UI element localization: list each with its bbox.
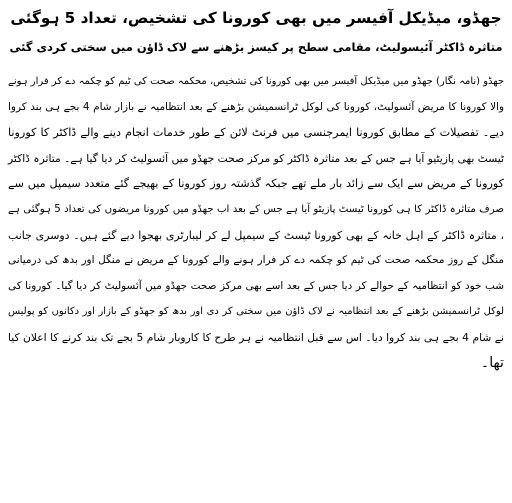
article-body-line: منگل کے روز محکمہ صحت کی ٹیم کو چکمہ دے کر فرار ہونے والے کورونا کے مریض نے منگل اور بدھ کی درمیانی bbox=[8, 254, 504, 267]
article-body-line: والا کورونا کا مریض آئسولیٹ، کورونا کی لوکل ٹرانسمیشن بڑھنے کے بعد انتظامیہ نے بازار شام 4 بجے ہی بند کروا bbox=[8, 100, 505, 113]
article-body bbox=[8, 69, 504, 376]
article-body-line: تھا۔ bbox=[480, 354, 504, 371]
article-body-line: لوکل ٹرانسمیشن بڑھنے کے بعد انتظامیہ نے لاک ڈاؤن میں سختی کر دی اور بدھ کو جھڈو کے بازار اور دکانوں کو پولیس bbox=[8, 306, 504, 318]
article-body-line: کورونا کے مریض سے ایک سے زائد بار ملے تھے جبکہ گذشتہ روز کورونا کے بھیجے گئے متعدد سیمپل میں سے bbox=[8, 177, 504, 191]
article-body-line: دیے۔ تفصیلات کے مطابق کورونا ایمرجنسی میں فرنٹ لائن کے طور خدمات انجام دینے والے ڈاکٹر کا کورونا bbox=[8, 126, 504, 140]
article-body-line: ٹیسٹ بھی پازیٹیو آیا ہے جس کے بعد متاثرہ ڈاکٹر کو مرکز صحت جھڈو میں آئسولیٹ کر دیا گیا ہے۔ متاثرہ ڈاکٹر bbox=[8, 151, 504, 165]
article-subheadline: متاثرہ ڈاکٹر آئیسولیٹ، مقامی سطح پر کیسز بڑھنے سے لاک ڈاؤن میں سختی کردی گئی bbox=[9, 40, 503, 54]
article-headline: جھڈو، میڈیکل آفیسر میں بھی کورونا کی تشخیص، تعداد 5 ہوگئی bbox=[10, 9, 502, 27]
article-body-line: صرف متاثرہ ڈاکٹر کا ہی کورونا ٹیسٹ پازیٹو آیا ہے جس کے بعد اب جھڈو میں کورونا مریضوں کی تعداد 5 ہوگئی ہے bbox=[8, 203, 504, 215]
article-body-line: ، متاثرہ ڈاکٹر کے اہل خانہ کے بھی کورونا ٹیسٹ کے سیمپل لے کر لیبارٹری بھجوا دیے گئے ہیں۔ دوسری جانب bbox=[8, 228, 504, 242]
article-body-line: شب خود کو انتظامیہ کے حوالے کر دیا جس کے بعد اسے بھی مرکز صحت جھڈو میں آئسولیٹ کر دیا گیا۔ کورونا کی bbox=[8, 279, 504, 292]
article-body-line: جھڈو (نامہ نگار) جھڈو میں میڈیکل آفیسر میں بھی کورونا کی تشخیص، محکمہ صحت کی ٹیم کو چکمہ دے کر فرار ہونے bbox=[8, 76, 504, 87]
article-body-line: نے شام 4 بجے ہی بند کروا دیا۔ اس سے قبل انتظامیہ نے ہر طرح کا کاروبار شام 5 بجے تک بند کرنے کا اعلان کیا bbox=[8, 330, 504, 344]
